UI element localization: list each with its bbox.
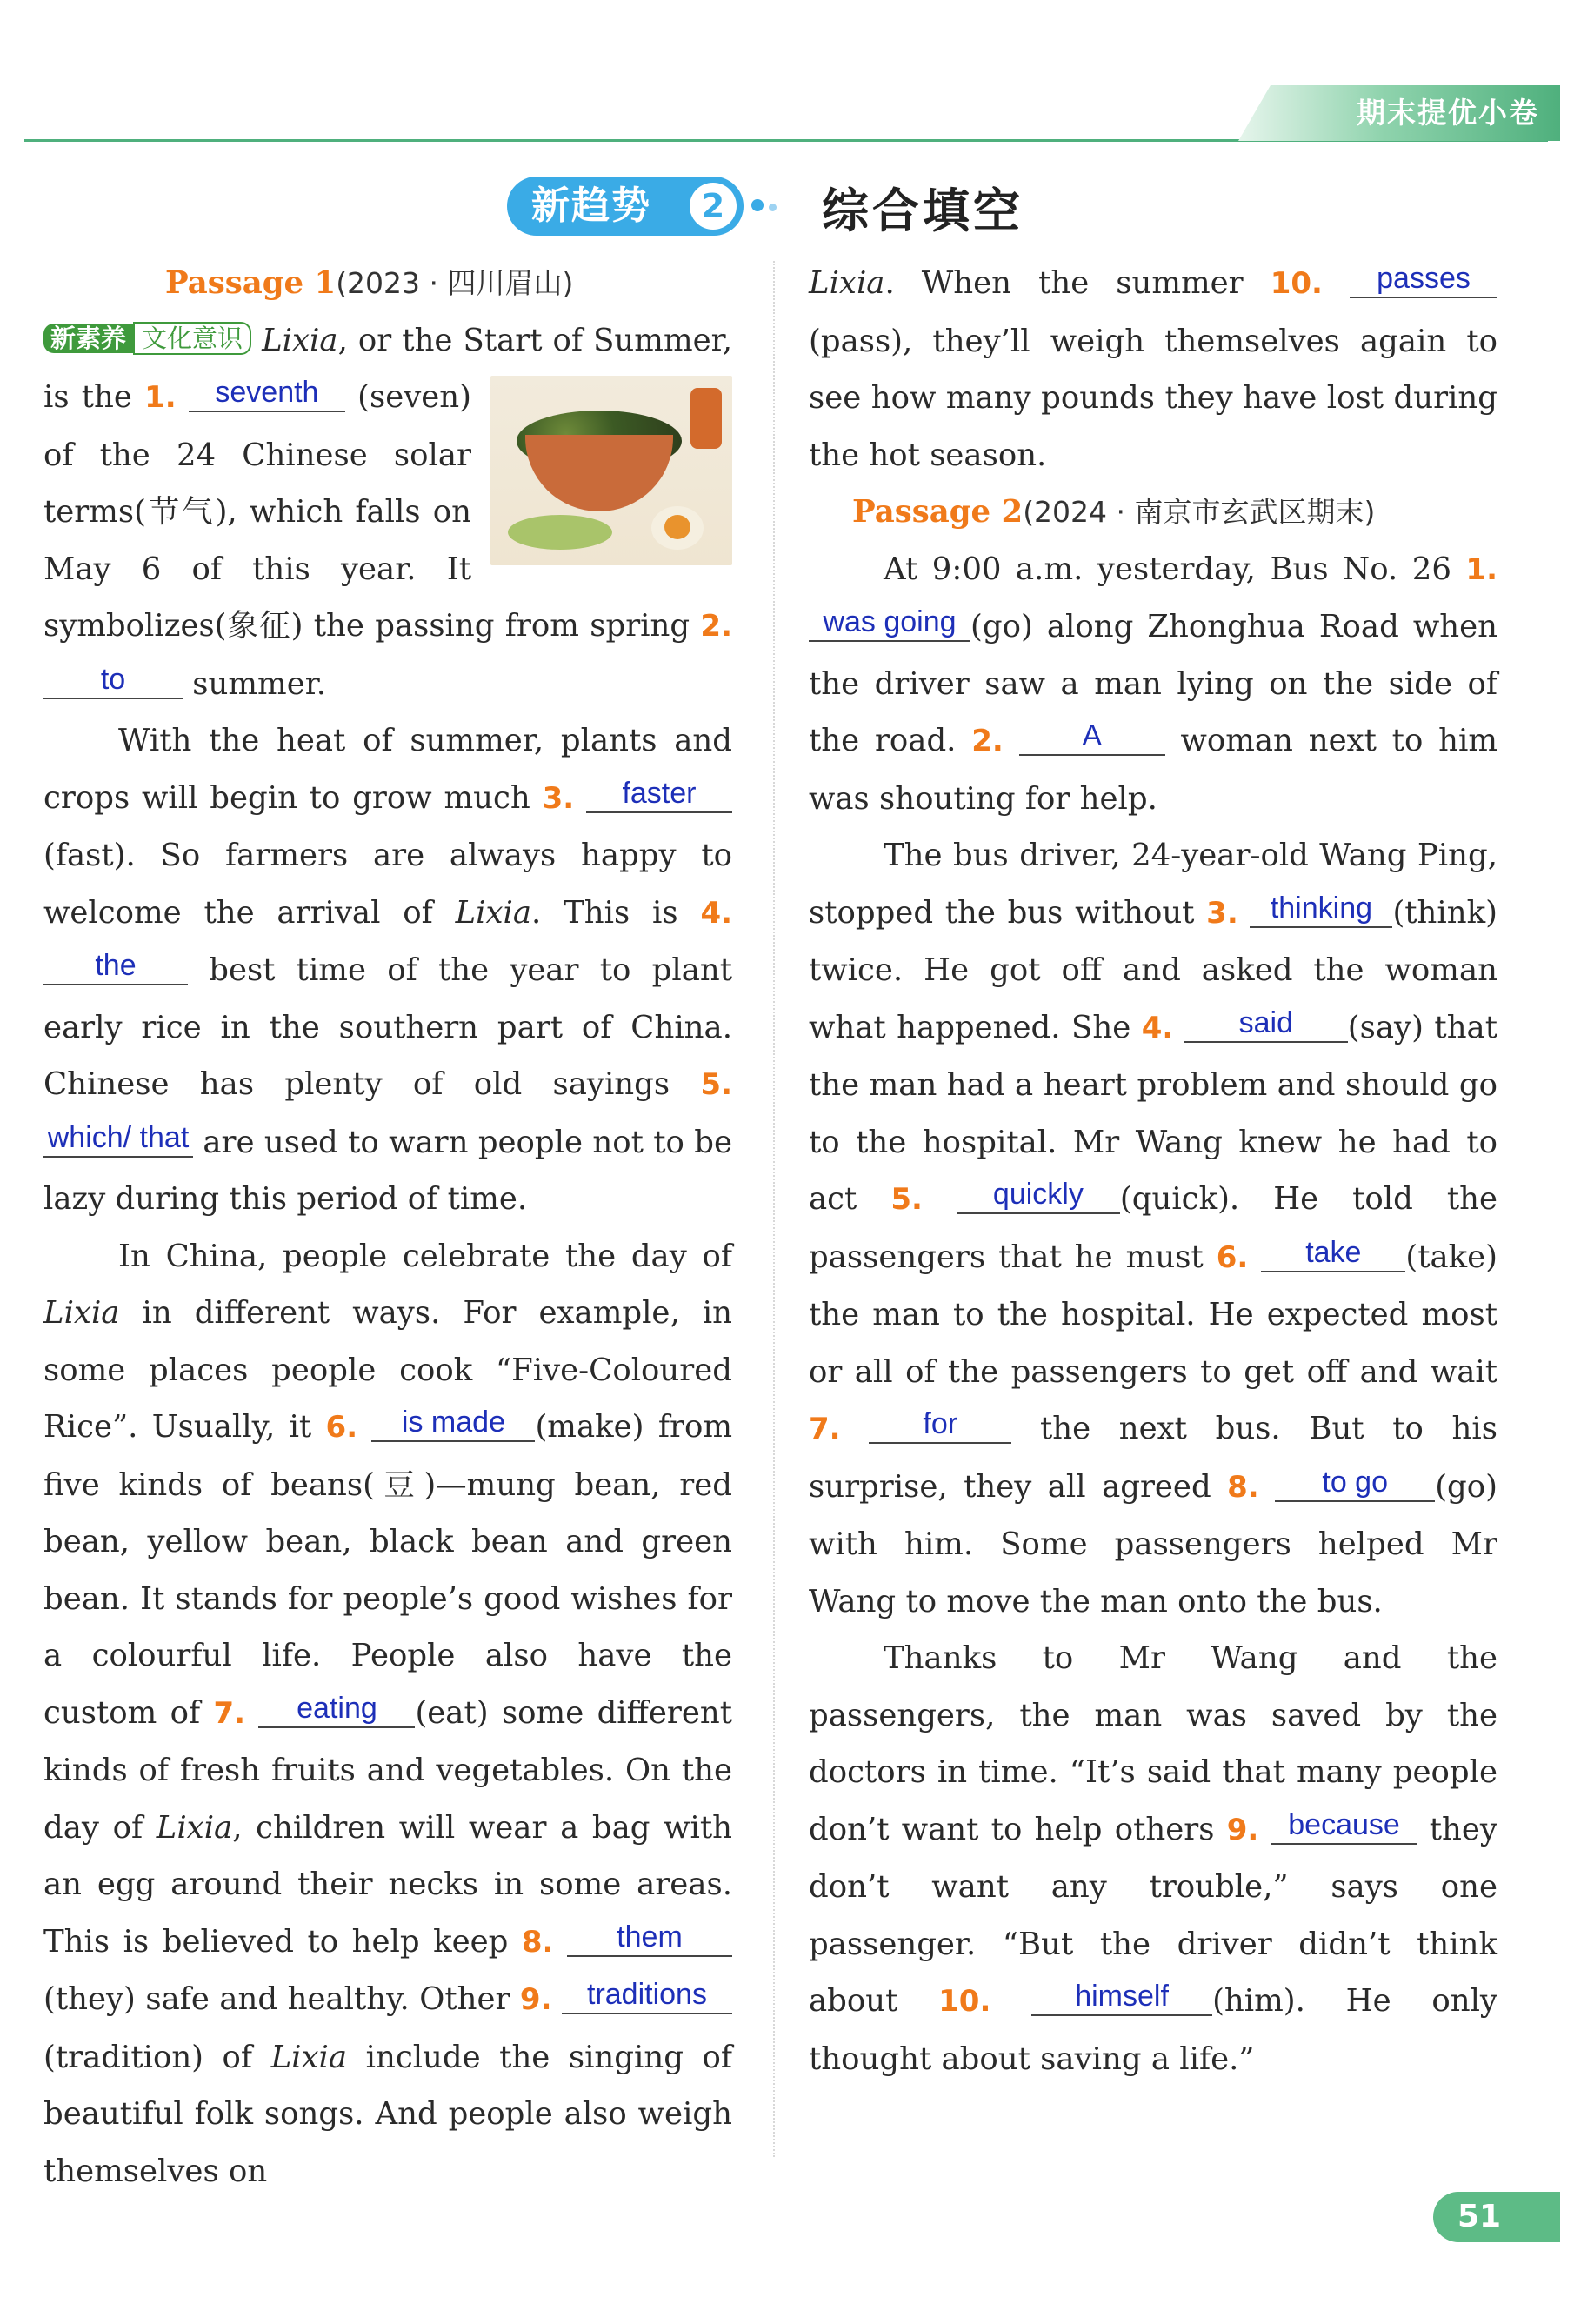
p2-answer-4: said: [1184, 1005, 1348, 1043]
column-divider: [773, 261, 775, 2157]
passage2-para3: Thanks to Mr Wang and the passengers, the man was saved by the doctors in time. “It’s said that many people don’t want to help others 9. because they don’t want any trouble,” says one passenger. “But the driver didn’t think about 10. himself (him). He only thought about saving a life.”: [809, 1640, 1497, 2077]
literacy-badge: 新素养 文化意识: [43, 321, 251, 356]
passage1-para2: With the heat of summer, plants and crops will begin to grow much 3. faster (fast). So farmers are always happy to welcome the arrival of Lixia. This is 4. the best time of the year to plant early rice in the southern part of China. Chinese has plenty of old sayings 5. which/ that are used to warn people not to be lazy during this period of time.: [43, 723, 733, 1217]
p2-answer-5: quickly: [957, 1176, 1120, 1214]
p1-answer-7: eating: [258, 1690, 415, 1728]
passage1-continued: Lixia. When the summer 10. passes (pass), they’ll weigh themselves again to see how many pounds they have lost during the hot season.: [809, 262, 1497, 473]
p1-answer-4: the: [43, 947, 188, 985]
passage1-title: Passage 1: [165, 265, 337, 301]
p2-answer-2: A: [1019, 718, 1165, 756]
passage1-para1: 新素养 文化意识 Lixia, or the Start of Summer, is the 1. seventh (seven) of the 24 Chinese solar terms(节气), which falls on May 6 of this year. It symbolizes(象征) the passing from spring 2. to summer.: [43, 322, 732, 702]
p1-answer-5: which/ that: [43, 1119, 193, 1158]
p1-answer-3: faster: [586, 775, 732, 813]
passage2-para1: At 9:00 a.m. yesterday, Bus No. 26 1. was going (go) along Zhonghua Road when the driver saw a man lying on the side of the road. 2. A woman next to him was shouting for help.: [809, 551, 1497, 817]
p2-answer-10: himself: [1031, 1978, 1212, 2016]
p2-answer-3: thinking: [1250, 890, 1392, 928]
title-dots-icon: [751, 198, 782, 215]
passage1-source: (2023 · 四川眉山): [336, 266, 574, 300]
passage2-source: (2024 · 南京市玄武区期末): [1023, 495, 1376, 529]
p2-answer-9: because: [1271, 1806, 1417, 1845]
section-title: 综合填空: [822, 184, 1024, 238]
section-number: 2: [690, 183, 737, 230]
section-pill: 新趋势: [507, 177, 744, 236]
lixia-food-image: [490, 376, 732, 565]
p2-answer-7: for: [869, 1406, 1011, 1444]
lixia-stamp-icon: [690, 388, 722, 449]
passage2-title: Passage 2: [852, 494, 1024, 530]
p1-answer-6: is made: [371, 1404, 535, 1442]
p1-answer-8: them: [567, 1919, 732, 1957]
p1-answer-10: passes: [1350, 260, 1497, 298]
p1-answer-2: to: [43, 661, 183, 699]
passage2-heading: [809, 484, 1497, 541]
right-column: [809, 255, 1497, 2087]
page-number: 51: [1433, 2192, 1560, 2242]
p1-answer-9: traditions: [562, 1976, 732, 2014]
p2-answer-6: take: [1261, 1234, 1405, 1272]
header-tab-label: 期末提优小卷: [1357, 96, 1539, 130]
p2-answer-1: was going: [809, 604, 970, 642]
left-column: [43, 255, 732, 2200]
p1-answer-1: seventh: [189, 374, 345, 412]
p2-answer-8: to go: [1275, 1464, 1435, 1502]
passage2-para2: The bus driver, 24-year-old Wang Ping, stopped the bus without 3. thinking (think) twice. He got off and asked the woman what happened. She 4. said (say) that the man had a heart problem and should go to the hospital. Mr Wang knew he had to act 5. quickly (quick). He told the passengers that he must 6. take (take) the man to the hospital. He expected most or all of the passengers to get off and wait 7. for the next bus. But to his surprise, they all agreed 8. to go (go) with him. Some passengers helped Mr Wang to move the man onto the bus.: [809, 838, 1497, 1619]
passage1-para3: In China, people celebrate the day of Lixia in different ways. For example, in some places people cook “Five-Coloured Rice”. Usually, it 6. is made (make) from five kinds of beans(豆)—mung bean, red bean, yellow bean, black bean and green bean. It stands for people’s good wishes for a colourful life. People also have the custom of 7. eating (eat) some different kinds of fresh fruits and vegetables. On the day of Lixia, children will wear a bag with an egg around their necks in some areas. This is believed to help keep 8. them(they) safe and healthy. Other 9. traditions(tradition) of Lixia include the singing of beautiful folk songs. And people also weigh themselves on: [43, 1238, 733, 2189]
passage1-heading: [43, 255, 732, 312]
